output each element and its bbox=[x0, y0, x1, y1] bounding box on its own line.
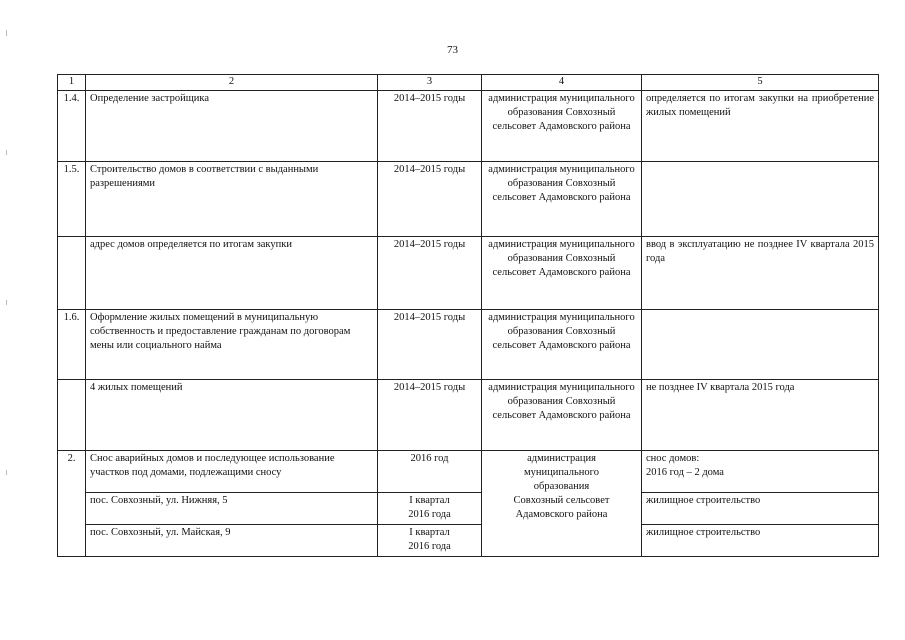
header-cell: 1 bbox=[58, 75, 86, 91]
row-executor: администрация муниципального образования Совхозный сельсовет Адамовского района bbox=[482, 162, 642, 237]
row-result bbox=[642, 162, 879, 237]
row-result bbox=[642, 451, 879, 493]
row-period: 2014–2015 годы bbox=[378, 310, 482, 380]
row-period bbox=[378, 525, 482, 557]
period-line: 2016 года bbox=[408, 509, 451, 520]
result-line: снос домов: bbox=[646, 453, 700, 464]
table-row bbox=[58, 162, 879, 237]
executor-line: администрация bbox=[527, 453, 596, 464]
result-line: 2016 год – 2 дома bbox=[646, 467, 724, 478]
row-result: ввод в эксплуатацию не позднее IV квартала 2015 года bbox=[642, 237, 879, 310]
row-description: пос. Совхозный, ул. Нижняя, 5 bbox=[86, 493, 378, 525]
scan-margin-mark bbox=[6, 150, 7, 155]
row-description: адрес домов определяется по итогам закупки bbox=[86, 237, 378, 310]
row-result: не позднее IV квартала 2015 года bbox=[642, 380, 879, 451]
row-description: пос. Совхозный, ул. Майская, 9 bbox=[86, 525, 378, 557]
row-executor: администрация муниципального образования Совхозный сельсовет Адамовского района bbox=[482, 310, 642, 380]
period-line: 2016 года bbox=[408, 541, 451, 552]
row-number bbox=[58, 380, 86, 451]
table-row bbox=[58, 91, 879, 162]
row-result: определяется по итогам закупки на приобретение жилых помещений bbox=[642, 91, 879, 162]
executor-line: муниципального bbox=[524, 467, 599, 478]
table-row bbox=[58, 525, 879, 557]
row-period: 2014–2015 годы bbox=[378, 237, 482, 310]
row-executor: администрация муниципального образования Совхозный сельсовет Адамовского района bbox=[482, 237, 642, 310]
scan-margin-mark bbox=[6, 30, 7, 36]
row-period bbox=[378, 493, 482, 525]
header-cell: 2 bbox=[86, 75, 378, 91]
program-table bbox=[57, 74, 879, 557]
header-row bbox=[58, 75, 879, 91]
row-description: Определение застройщика bbox=[86, 91, 378, 162]
row-executor: администрация муниципального образования Совхозный сельсовет Адамовского района bbox=[482, 380, 642, 451]
row-executor bbox=[482, 451, 642, 557]
row-number: 1.4. bbox=[58, 91, 86, 162]
row-number bbox=[58, 237, 86, 310]
table-row bbox=[58, 310, 879, 380]
page-number: 73 bbox=[447, 44, 458, 56]
row-period: 2014–2015 годы bbox=[378, 380, 482, 451]
period-line: I квартал bbox=[409, 527, 450, 538]
row-result: жилищное строительство bbox=[642, 525, 879, 557]
table-row bbox=[58, 237, 879, 310]
row-description: Оформление жилых помещений в муниципальную собственность и предоставление гражданам по договорам мены или социального найма bbox=[86, 310, 378, 380]
row-number: 1.5. bbox=[58, 162, 86, 237]
row-description: Снос аварийных домов и последующее использование участков под домами, подлежащими сносу bbox=[86, 451, 378, 493]
executor-line: Адамовского района bbox=[515, 509, 608, 520]
row-description: 4 жилых помещений bbox=[86, 380, 378, 451]
table-row bbox=[58, 493, 879, 525]
executor-line: Совхозный сельсовет bbox=[513, 495, 610, 506]
header-cell: 5 bbox=[642, 75, 879, 91]
scan-margin-mark bbox=[6, 300, 7, 305]
row-period: 2014–2015 годы bbox=[378, 162, 482, 237]
table-row bbox=[58, 380, 879, 451]
row-executor: администрация муниципального образования Совхозный сельсовет Адамовского района bbox=[482, 91, 642, 162]
header-cell: 3 bbox=[378, 75, 482, 91]
row-result bbox=[642, 310, 879, 380]
row-period: 2016 год bbox=[378, 451, 482, 493]
row-description: Строительство домов в соответствии с выданными разрешениями bbox=[86, 162, 378, 237]
scan-margin-mark bbox=[6, 470, 7, 475]
row-result: жилищное строительство bbox=[642, 493, 879, 525]
header-cell: 4 bbox=[482, 75, 642, 91]
row-number: 1.6. bbox=[58, 310, 86, 380]
row-period: 2014–2015 годы bbox=[378, 91, 482, 162]
table-row bbox=[58, 451, 879, 493]
period-line: I квартал bbox=[409, 495, 450, 506]
executor-line: образования bbox=[533, 481, 590, 492]
row-number: 2. bbox=[58, 451, 86, 557]
